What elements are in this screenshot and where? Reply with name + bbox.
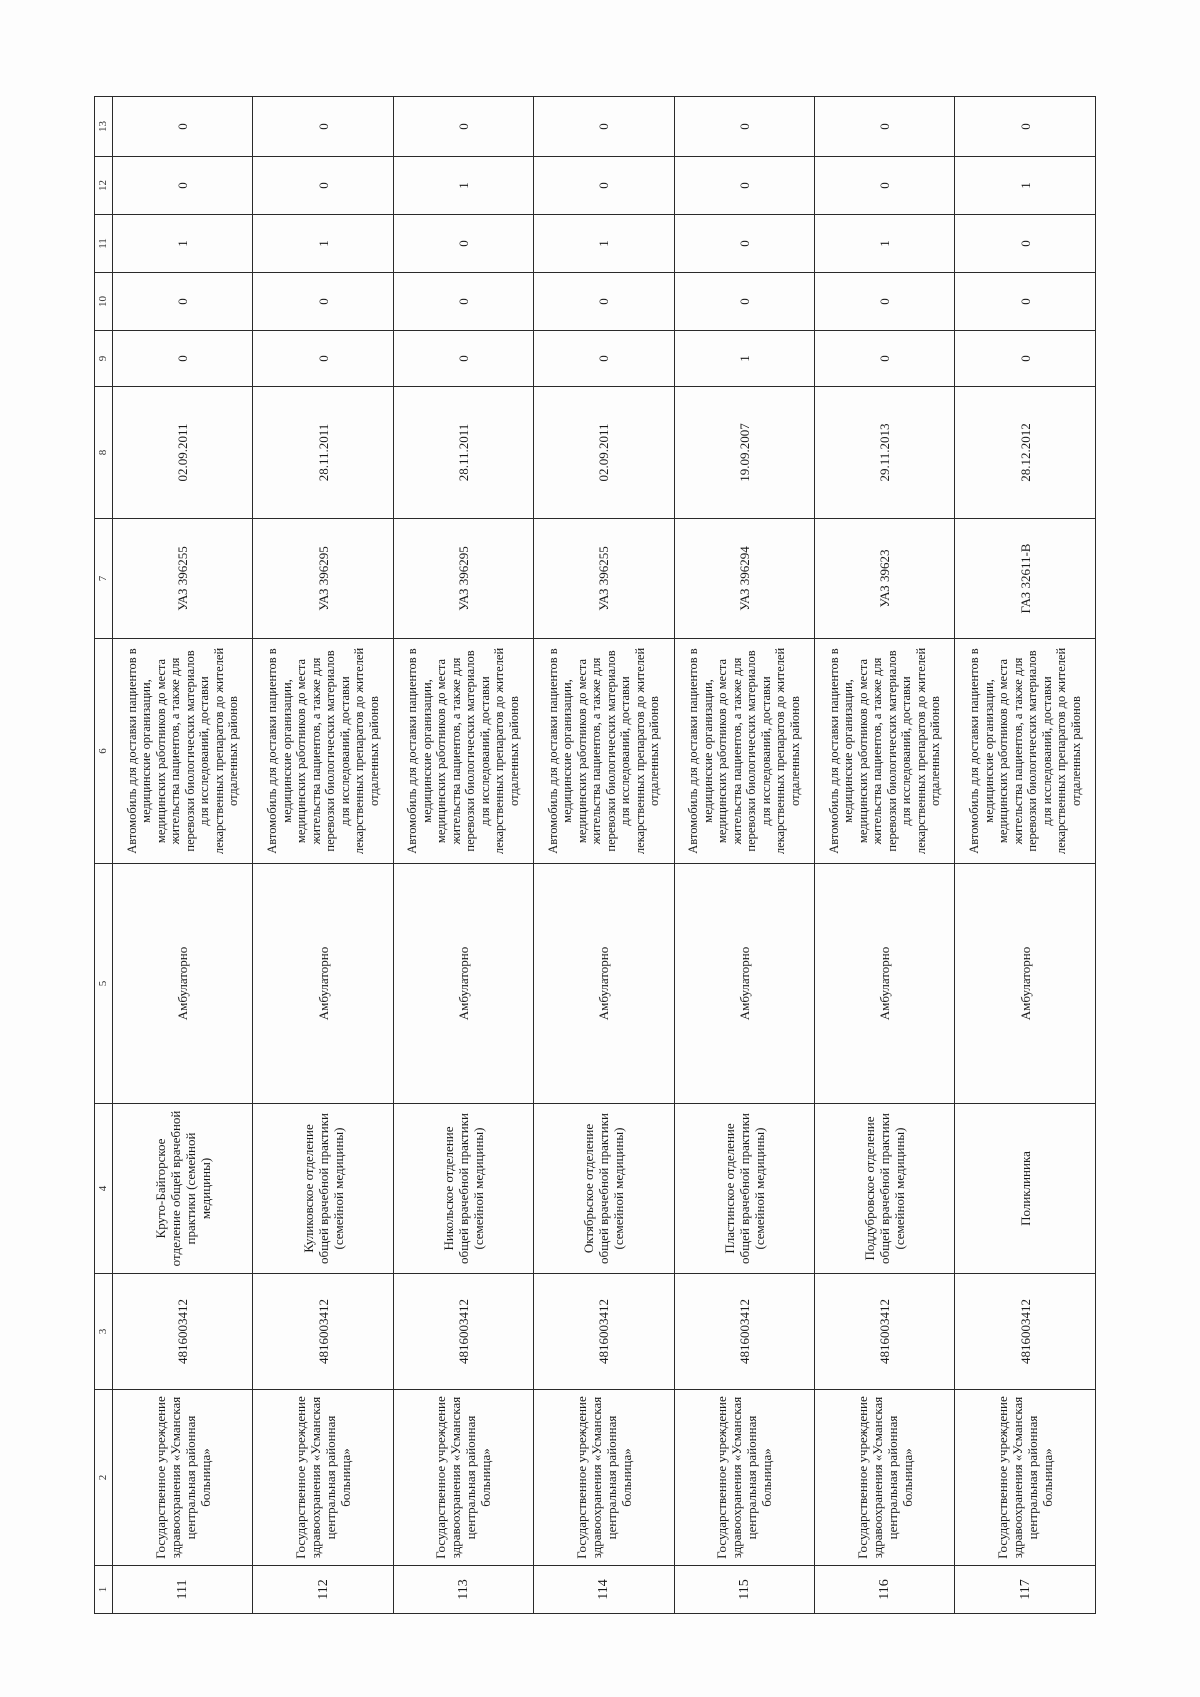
inn-cell: 4816003412 bbox=[534, 1274, 674, 1390]
table-row bbox=[534, 97, 674, 1614]
count-col9-cell: 0 bbox=[253, 331, 393, 387]
table-body bbox=[95, 97, 1096, 1614]
count-col11-cell: 0 bbox=[393, 215, 533, 273]
vehicle-table bbox=[94, 96, 1096, 1614]
count-col12-cell: 0 bbox=[674, 157, 814, 215]
count-col10-cell: 0 bbox=[253, 273, 393, 331]
vehicle-model-cell: УАЗ 39623 bbox=[815, 519, 955, 639]
count-col10-cell: 0 bbox=[674, 273, 814, 331]
vehicle-model-cell: УАЗ 396255 bbox=[112, 519, 252, 639]
col-number-cell: 3 bbox=[95, 1274, 113, 1390]
count-col9-cell: 0 bbox=[534, 331, 674, 387]
count-col12-cell: 0 bbox=[253, 157, 393, 215]
inn-cell: 4816003412 bbox=[112, 1274, 252, 1390]
col-number-cell: 2 bbox=[95, 1390, 113, 1566]
division-cell: Никольское отделение общей врачебной практики (семейной медицины) bbox=[393, 1104, 533, 1274]
table-row bbox=[815, 97, 955, 1614]
vehicle-model-cell: УАЗ 396295 bbox=[253, 519, 393, 639]
count-col9-cell: 1 bbox=[674, 331, 814, 387]
care-condition-cell: Амбулаторно bbox=[955, 864, 1096, 1104]
division-cell: Пластинское отделение общей врачебной практики (семейной медицины) bbox=[674, 1104, 814, 1274]
count-col9-cell: 0 bbox=[393, 331, 533, 387]
care-condition-cell: Амбулаторно bbox=[112, 864, 252, 1104]
vehicle-model-cell: УАЗ 396255 bbox=[534, 519, 674, 639]
care-condition-cell: Амбулаторно bbox=[253, 864, 393, 1104]
count-col13-cell: 0 bbox=[955, 97, 1096, 157]
count-col10-cell: 0 bbox=[112, 273, 252, 331]
count-col11-cell: 0 bbox=[674, 215, 814, 273]
table-row bbox=[253, 97, 393, 1614]
count-col13-cell: 0 bbox=[393, 97, 533, 157]
col-number-cell: 8 bbox=[95, 387, 113, 519]
count-col12-cell: 1 bbox=[955, 157, 1096, 215]
vehicle-model-cell: УАЗ 396294 bbox=[674, 519, 814, 639]
division-cell: Октябрьское отделение общей врачебной практики (семейной медицины) bbox=[534, 1104, 674, 1274]
row-number-cell: 113 bbox=[393, 1566, 533, 1614]
count-col9-cell: 0 bbox=[815, 331, 955, 387]
issue-date-cell: 28.12.2012 bbox=[955, 387, 1096, 519]
count-col13-cell: 0 bbox=[534, 97, 674, 157]
col-number-cell: 5 bbox=[95, 864, 113, 1104]
count-col9-cell: 0 bbox=[955, 331, 1096, 387]
count-col10-cell: 0 bbox=[815, 273, 955, 331]
col-number-cell: 1 bbox=[95, 1566, 113, 1614]
col-number-cell: 13 bbox=[95, 97, 113, 157]
issue-date-cell: 29.11.2013 bbox=[815, 387, 955, 519]
care-condition-cell: Амбулаторно bbox=[674, 864, 814, 1104]
vehicle-purpose-cell: Автомобиль для доставки пациентов в медицинские организации, медицинских работников до места жительства пациентов, а также для перевозки биологических материалов для исследований, доставки лекарственных препаратов до жителей отдаленных районов bbox=[815, 639, 955, 864]
division-cell: Поддубровское отделение общей врачебной практики (семейной медицины) bbox=[815, 1104, 955, 1274]
count-col12-cell: 1 bbox=[393, 157, 533, 215]
inn-cell: 4816003412 bbox=[955, 1274, 1096, 1390]
col-number-cell: 4 bbox=[95, 1104, 113, 1274]
issue-date-cell: 02.09.2011 bbox=[112, 387, 252, 519]
inn-cell: 4816003412 bbox=[815, 1274, 955, 1390]
issue-date-cell: 28.11.2011 bbox=[393, 387, 533, 519]
col-number-cell: 9 bbox=[95, 331, 113, 387]
col-number-cell: 10 bbox=[95, 273, 113, 331]
vehicle-purpose-cell: Автомобиль для доставки пациентов в медицинские организации, медицинских работников до места жительства пациентов, а также для перевозки биологических материалов для исследований, доставки лекарственных препаратов до жителей отдаленных районов bbox=[393, 639, 533, 864]
division-cell: Куликовское отделение общей врачебной практики (семейной медицины) bbox=[253, 1104, 393, 1274]
issue-date-cell: 19.09.2007 bbox=[674, 387, 814, 519]
table-row bbox=[674, 97, 814, 1614]
count-col13-cell: 0 bbox=[815, 97, 955, 157]
col-number-cell: 7 bbox=[95, 519, 113, 639]
table-row bbox=[955, 97, 1096, 1614]
row-number-cell: 112 bbox=[253, 1566, 393, 1614]
column-number-row bbox=[95, 97, 113, 1614]
row-number-cell: 117 bbox=[955, 1566, 1096, 1614]
division-cell: Круто-Байгорское отделение общей врачебной практики (семейной медицины) bbox=[112, 1104, 252, 1274]
col-number-cell: 11 bbox=[95, 215, 113, 273]
count-col10-cell: 0 bbox=[534, 273, 674, 331]
table-row bbox=[112, 97, 252, 1614]
count-col12-cell: 0 bbox=[534, 157, 674, 215]
count-col13-cell: 0 bbox=[253, 97, 393, 157]
inn-cell: 4816003412 bbox=[253, 1274, 393, 1390]
inn-cell: 4816003412 bbox=[674, 1274, 814, 1390]
organization-cell: Государственное учреждение здравоохранения «Усманская центральная районная больница» bbox=[112, 1390, 252, 1566]
count-col11-cell: 1 bbox=[534, 215, 674, 273]
vehicle-purpose-cell: Автомобиль для доставки пациентов в медицинские организации, медицинских работников до места жительства пациентов, а также для перевозки биологических материалов для исследований, доставки лекарственных препаратов до жителей отдаленных районов bbox=[534, 639, 674, 864]
vehicle-purpose-cell: Автомобиль для доставки пациентов в медицинские организации, медицинских работников до места жительства пациентов, а также для перевозки биологических материалов для исследований, доставки лекарственных препаратов до жителей отдаленных районов bbox=[112, 639, 252, 864]
organization-cell: Государственное учреждение здравоохранения «Усманская центральная районная больница» bbox=[815, 1390, 955, 1566]
issue-date-cell: 28.11.2011 bbox=[253, 387, 393, 519]
count-col12-cell: 0 bbox=[112, 157, 252, 215]
care-condition-cell: Амбулаторно bbox=[534, 864, 674, 1104]
rotated-table-wrapper bbox=[94, 97, 1096, 1614]
row-number-cell: 114 bbox=[534, 1566, 674, 1614]
organization-cell: Государственное учреждение здравоохранения «Усманская центральная районная больница» bbox=[955, 1390, 1096, 1566]
count-col9-cell: 0 bbox=[112, 331, 252, 387]
division-cell: Поликлиника bbox=[955, 1104, 1096, 1274]
vehicle-model-cell: УАЗ 396295 bbox=[393, 519, 533, 639]
vehicle-model-cell: ГАЗ 32611-В bbox=[955, 519, 1096, 639]
vehicle-purpose-cell: Автомобиль для доставки пациентов в медицинские организации, медицинских работников до места жительства пациентов, а также для перевозки биологических материалов для исследований, доставки лекарственных препаратов до жителей отдаленных районов bbox=[253, 639, 393, 864]
col-number-cell: 6 bbox=[95, 639, 113, 864]
organization-cell: Государственное учреждение здравоохранения «Усманская центральная районная больница» bbox=[393, 1390, 533, 1566]
count-col13-cell: 0 bbox=[674, 97, 814, 157]
vehicle-purpose-cell: Автомобиль для доставки пациентов в медицинские организации, медицинских работников до места жительства пациентов, а также для перевозки биологических материалов для исследований, доставки лекарственных препаратов до жителей отдаленных районов bbox=[674, 639, 814, 864]
row-number-cell: 115 bbox=[674, 1566, 814, 1614]
count-col10-cell: 0 bbox=[393, 273, 533, 331]
col-number-cell: 12 bbox=[95, 157, 113, 215]
count-col13-cell: 0 bbox=[112, 97, 252, 157]
count-col11-cell: 1 bbox=[815, 215, 955, 273]
count-col11-cell: 0 bbox=[955, 215, 1096, 273]
row-number-cell: 116 bbox=[815, 1566, 955, 1614]
count-col12-cell: 0 bbox=[815, 157, 955, 215]
count-col10-cell: 0 bbox=[955, 273, 1096, 331]
table-row bbox=[393, 97, 533, 1614]
organization-cell: Государственное учреждение здравоохранения «Усманская центральная районная больница» bbox=[534, 1390, 674, 1566]
count-col11-cell: 1 bbox=[253, 215, 393, 273]
organization-cell: Государственное учреждение здравоохранения «Усманская центральная районная больница» bbox=[253, 1390, 393, 1566]
organization-cell: Государственное учреждение здравоохранения «Усманская центральная районная больница» bbox=[674, 1390, 814, 1566]
inn-cell: 4816003412 bbox=[393, 1274, 533, 1390]
row-number-cell: 111 bbox=[112, 1566, 252, 1614]
care-condition-cell: Амбулаторно bbox=[815, 864, 955, 1104]
count-col11-cell: 1 bbox=[112, 215, 252, 273]
care-condition-cell: Амбулаторно bbox=[393, 864, 533, 1104]
issue-date-cell: 02.09.2011 bbox=[534, 387, 674, 519]
vehicle-purpose-cell: Автомобиль для доставки пациентов в медицинские организации, медицинских работников до места жительства пациентов, а также для перевозки биологических материалов для исследований, доставки лекарственных препаратов до жителей отдаленных районов bbox=[955, 639, 1096, 864]
